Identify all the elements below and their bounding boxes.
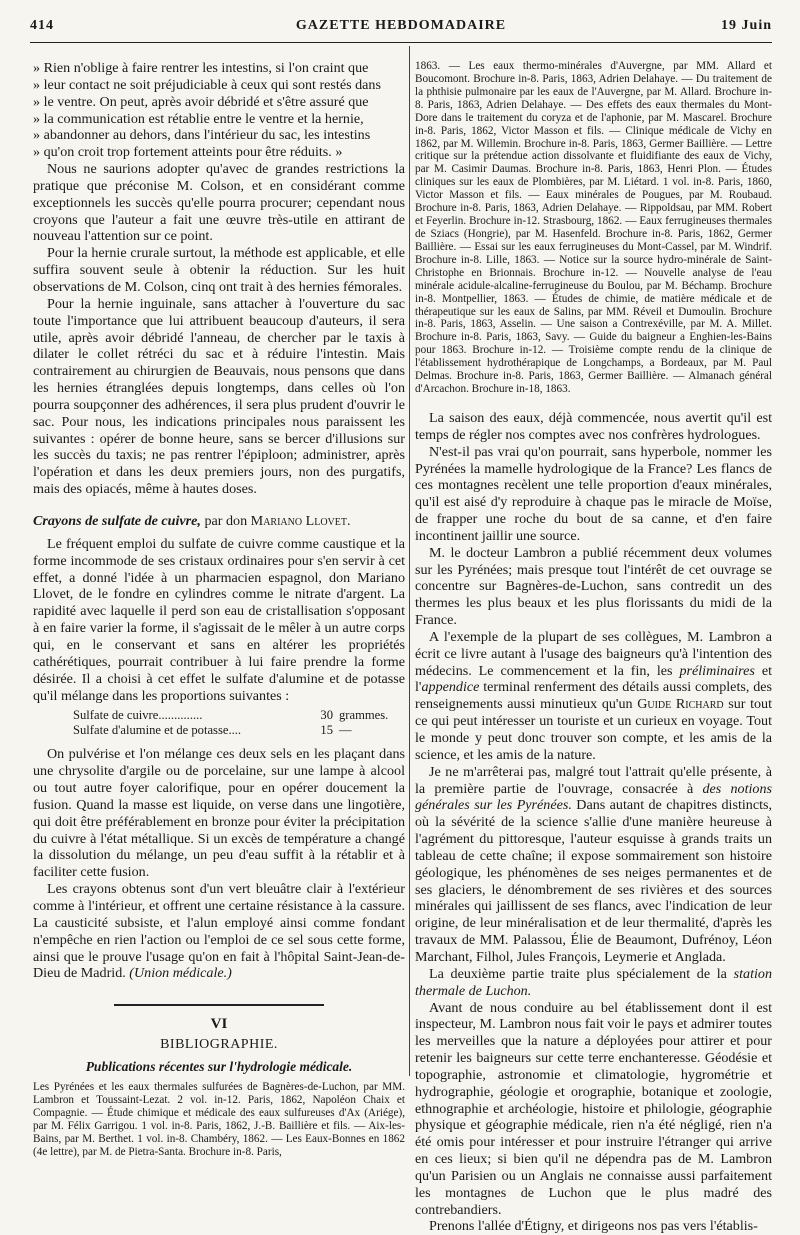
quote-line: » leur contact ne soit préjudiciable à ceux qui sont restés dans bbox=[33, 76, 381, 93]
hernia-quote bbox=[33, 60, 405, 161]
section-title: BIBLIOGRAPHIE. bbox=[160, 1037, 278, 1053]
paragraph: Prenons l'allée d'Étigny, et dirigeons nos pas vers l'établis- bbox=[429, 1218, 758, 1235]
journal-title: GAZETTE HEBDOMADAIRE bbox=[295, 18, 507, 33]
quote-line: » le ventre. On peut, après avoir débridé et s'être assuré que bbox=[33, 93, 369, 110]
bibliography-entries: 1863. — Les eaux thermo-minérales d'Auvergne, par MM. Allard et Boucomont. Brochure in-8. Paris, 1863, Adrien Delahaye. — Du traitement de la phthisie pulmonaire par les eaux de l'Auvergne, par M. Allard. Brochure in-8. Paris, 1863, Adrien Delahaye. — Des effets des eaux thermales du Mont-Dore dans le traitement du coryza et de l'aphonie, par M. Mascarel. Brochure in-8. Paris, 1862, Victor Masson et fils. — Clinique médicale de Vichy en 1862, par M. Willemin. Brochure in-8. Paris, 1863, Germer Baillière. — Lettre critique sur la prétendue action dissolvante et fluidifiante des eaux de Vichy, par M. Casimir Daumas. Brochure in-8. Paris, 1863, Henri Plon. — Études cliniques sur les eaux de Plombières, par M. Liétard. 1 vol. in-8. Paris, 1860, Victor Masson et fils. — Eaux minérales de Pougues, par M. Roubaud. Brochure in-8. Paris, 1863, Adrien Delahaye. — Rippoldsau, par MM. Robert et Feyerlin. Brochure in-12. Strasbourg, 1862. — Eaux ferrugineuses thermales de Sziacs (Hongrie), par M. Hasenfeld. Brochure in-8. Paris, 1862, Germer Baillière. — Essai sur les eaux ferrugineuses du Mont-Cassel, par M. Windrif. Brochure in-8. Lille, 1863. — Notice sur la source hydro-minérale de Saint-Christophe en Brionnais. Brochure in-12. — Nouvelle analyse de l'eau minérale acidule-alcaline-ferrugineuse du Boulou, par M. Béchamp. Brochure in-8. Montpellier, 1863. — Études de chimie, de matière médicale et de thérapeutique sur les eaux de Salins, par MM. Réveil et Dumoulin. Brochure in-8. Paris, 1863, Asselin. — Une saison a Contrexéville, par M. A. Millet. Brochure in-8. Paris, 1863, Savy. — Guide du baigneur a Enghien-les-Bains pour 1863. Brochure in-12. — Troisième compte rendu de la clinique de l'établissement hydrothérapique de Longchamps, a Bordeaux, par M. Paul Delmas. Brochure in-8. Paris, 1863, Germer Baillière. — Almanach général d'Arcachon. Brochure in-18, 1863. bbox=[415, 60, 772, 396]
paragraph: Le fréquent emploi du sulfate de cuivre comme caustique et la forme incommode de ses cristaux ordinaires pour s'en servir à cet effet, a donné l'idée à un pharmacien espagnol, don Mariano Llovet, de le fondre en cylindres comme le nitrate d'argent. La rapidité avec laquelle il perd son eau de cristallisation s'opposant à en faire varier la forme, il s'agissait de le mêler à un autre corps qui, en le conservant et sans en altérer les propriétés cathérétiques, pourrait contribuer à lui faire prendre la forme désirée. Il a choisi à cet effet le sulfate d'alumine et de potasse qu'il mélange dans les proportions suivantes : bbox=[33, 535, 405, 704]
bibliography-continued bbox=[415, 60, 772, 396]
article-heading bbox=[33, 512, 405, 530]
quote-line: » abandonner au dehors, dans l'intérieur du sac, les intestins bbox=[33, 127, 371, 144]
page-header bbox=[30, 8, 772, 43]
right-column bbox=[415, 60, 772, 1235]
section-rule bbox=[114, 1004, 324, 1006]
paragraph: Je ne m'arrêterai pas, malgré tout l'attrait qu'elle présente, à la première partie de l'ouvrage, consacrée à des notions générales sur les Pyrénées. Dans autant de chapitres distincts, où la sévérité de la science s'allie d'une manière heureuse à l'agrément du pittoresque, l'auteur esquisse à grands traits un tableau de cette chaîne; il expose sommairement son histoire géologique, les phénomènes de ses neiges permanentes et de ses glaciers, le dénombrement de ses rivières et des sources minérales qui jaillissent de ses flancs, avec l'indication de leur origine, de leur minéralisation et de leur thermalité, d'après les travaux de MM. Palassou, Élie de Beaumont, Dufrénoy, Léon Marchant, Filhol, Jules François, Leymerie et Anglada. bbox=[415, 763, 773, 965]
paragraph: Pour la hernie crurale surtout, la méthode est applicable, et elle suffira souvent seule à obtenir la réduction. Sur les huit observations de M. Colson, cinq ont trait à des hernies fémorales. bbox=[33, 245, 405, 295]
ingredient-unit: — bbox=[339, 723, 352, 738]
recipe-table bbox=[73, 708, 405, 738]
article-title: Crayons de sulfate de cuivre, bbox=[33, 512, 201, 529]
source-citation: (Union médicale.) bbox=[129, 965, 232, 982]
ingredient-name: Sulfate d'alumine et de potasse.... bbox=[73, 723, 242, 738]
section-subtitle: Publications récentes sur l'hydrologie médicale. bbox=[85, 1059, 353, 1075]
recipe-row bbox=[73, 708, 405, 723]
paragraph: A l'exemple de la plupart de ses collègues, M. Lambron a écrit ce livre autant à l'usage des baigneurs qu'à l'intention des médecins. Le commencement et la fin, les préliminaires et l'appendice terminal renferment des détails aussi complets, des renseignements aussi minutieux qu'un Guide Richard sur tout ce qui peut intéresser un touriste et un curieux en voyage. Tout le monde y peut donc trouver son compte, et les amis de la science, et les amis de la nature. bbox=[415, 628, 772, 763]
quote-line: » la communication est rétablie entre le ventre et la hernie, bbox=[33, 110, 364, 127]
ingredient-unit: grammes. bbox=[339, 708, 389, 723]
section-number: VI bbox=[210, 1016, 228, 1033]
quote-line: » qu'on croit trop fortement atteints pour être réduits. » bbox=[33, 144, 343, 161]
paragraph: La saison des eaux, déjà commencée, nous avertit qu'il est temps de régler nos comptes avec nos confrères hydrologues. bbox=[415, 409, 772, 443]
paragraph: On pulvérise et l'on mélange ces deux sels en les plaçant dans une chrysolite d'argile ou de porcelaine, sur une lampe à alcool ou tout autre foyer calorifique, pour en opérer doucement la fusion. Quand la masse est liquide, on verse dans une lingotière, qui doit être préférablement en bronze pour éviter la précipitation du cuivre à l'état métallique. Si un excès de température a changé la dissolution du mélange, un peu d'eau suffit à la rétablir et à faciliter cette fusion. bbox=[33, 746, 405, 881]
paragraph: Nous ne saurions adopter qu'avec de grandes restrictions la pratique que préconise M. Colson, et en considérant comme exceptionnels les succès qu'elle pourra procurer; cependant nous croyons que l'auteur a fait une œuvre très-utile en attirant de nouveau l'attention sur ce point. bbox=[33, 161, 405, 245]
ingredient-name: Sulfate de cuivre.............. bbox=[73, 708, 203, 723]
article-byline-prefix: par don bbox=[204, 512, 248, 529]
paragraph: Pour la hernie inguinale, sans attacher à l'ouverture du sac toute l'importance que lui attribuent beaucoup d'auteurs, il sera utile, après avoir débridé l'anneau, de chercher par le taxis à dilater le collet rétréci du sac et à réduire l'intestin. Mais contrairement au chirurgien de Beauvais, nous pensons que dans les hernies étranglées depuis longtemps, dans celles où l'on pourra soupçonner des adhérences, il sera plus prudent d'ouvrir le sac. Pour nous, les indications principales nous paraissent les suivantes : opérer de bonne heure, sans se bercer d'illusions sur les succès du taxis; ne pas rentrer l'épiploon; administrer, après l'opération et dans les deux premiers jours, non des purgatifs, mais des opiacés, même à hautes doses. bbox=[33, 295, 405, 498]
paragraph: Les crayons obtenus sont d'un vert bleuâtre clair à l'extérieur comme à l'intérieur, et offrent une certaine résistance à la cassure. La causticité subsiste, et l'alun employé ainsi comme fondant n'empêche en rien l'action ou l'emploi de ce sel sous cette forme, ainsi que le prouve l'usage qu'on en fait à l'hôpital Saint-Jean-de-Dieu de Madrid. (Union médicale.) bbox=[33, 881, 405, 982]
bibliography-list bbox=[33, 1081, 405, 1159]
ingredient-qty: 15 bbox=[320, 723, 333, 738]
bibliography-entries: Les Pyrénées et les eaux thermales sulfurées de Bagnères-de-Luchon, par MM. Lambron et Toussaint-Lezat. 2 vol. in-12. Paris, 1862, Napoléon Chaix et Compagnie. — Étude chimique et médicale des eaux sulfureuses d'Ax (Ariége), par M. Félix Garrigou. 1 vol. in-8. Paris, 1862, J.-B. Baillière et fils. — Aix-les-Bains, par M. Berthet. 1 vol. in-8. Chambéry, 1862. — Les Eaux-Bonnes en 1862 (4e lettre), par M. de Pietra-Santa. Brochure in-8. Paris, bbox=[33, 1081, 405, 1158]
paragraph: N'est-il pas vrai qu'on pourrait, sans hyperbole, nommer les Pyrénées la mamelle hydrologique de la France? Les flancs de ces montagnes recèlent une telle proportion d'eaux minérales, qu'il est aisé d'y reproduire à chaque pas le miracle de Moïse, de frapper une roche du bout de sa canne, et d'en faire incontinent jaillir une source. bbox=[415, 443, 772, 544]
column-divider bbox=[409, 46, 410, 1076]
paragraph: Avant de nous conduire au bel établissement dont il est inspecteur, M. Lambron nous fait voir le pays et admirer toutes les merveilles que la nature a déployées pour attirer et pour retenir les baigneurs sur cette terre enchanteresse. Géodésie et topographie, astronomie et climatologie, hygrométrie et hydrographie, géologie et orographie, botanique et zoologie, ethnographie et archéologie, histoire et philologie, géographie physique et géographie médicale, rien n'a été négligé, rien n'a été omis pour intéresser et pour instruire l'étranger qui arrive en ces lieux; si bien qu'il ne dépendra pas de M. Lambron qu'un Parisien ou un Anglais ne connaisse aussi parfaitement les montagnes de Luchon que le plus madré des contrebandiers. bbox=[415, 999, 772, 1218]
ingredient-qty: 30 bbox=[320, 708, 333, 723]
paragraph: M. le docteur Lambron a publié récemment deux volumes sur les Pyrénées; mais presque tout l'intérêt de cet ouvrage se concentre sur Bagnères-de-Luchon, sans contredit un des thermes les plus beaux et les plus florissants du midi de la France. bbox=[415, 544, 772, 629]
quote-line: » Rien n'oblige à faire rentrer les intestins, si l'on craint que bbox=[33, 60, 369, 76]
left-column bbox=[33, 60, 405, 1173]
article-author: Mariano Llovet. bbox=[250, 512, 351, 529]
issue-date: 19 Juin bbox=[721, 18, 772, 33]
page-number: 414 bbox=[30, 18, 54, 33]
recipe-row bbox=[73, 723, 405, 738]
paragraph: La deuxième partie traite plus spécialement de la station thermale de Luchon. bbox=[415, 965, 772, 999]
